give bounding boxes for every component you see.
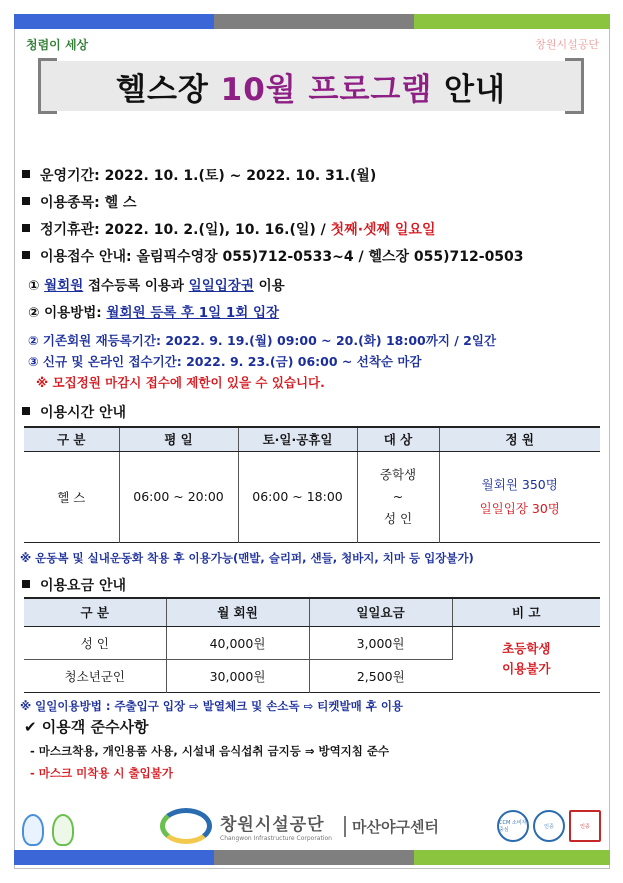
fees-table: [24, 597, 600, 693]
page-title: 헬스장 10월 프로그램 안내: [116, 71, 506, 108]
footer-org-english: Changwon Infrastructure Corporation: [220, 835, 332, 842]
mascot-left-icon: [22, 814, 44, 846]
fees-remark: 초등학생 이용불가: [502, 641, 551, 676]
hours-table: [24, 426, 600, 543]
rules-title: ✔ 이용객 준수사항: [24, 718, 149, 736]
note-4: ③ 신규 및 온라인 접수기간: 2022. 9. 23.(금) 06:00 ~ 선착순 마감: [28, 354, 422, 369]
info-period: 운영기간: 2022. 10. 1.(토) ~ 2022. 10. 31.(월): [22, 165, 376, 185]
rule-2: - 마스크 미착용 시 출입불가: [30, 766, 173, 780]
certification-badge-icon: 인증: [533, 810, 565, 842]
info-contact: 이용접수 안내: 올림픽수영장 055)712-0533~4 / 헬스장 055)712-0503: [22, 246, 524, 266]
bullet-square-icon: [22, 580, 30, 588]
hours-col-weekday: 평 일: [119, 427, 238, 451]
fees-col-remark: 비 고: [452, 598, 600, 626]
note-5: ※ 모집정원 마감시 접수에 제한이 있을 수 있습니다.: [36, 375, 325, 390]
bar-green: [414, 850, 610, 865]
daily-usage-note: ※ 일일이용방법 : 주출입구 입장 ⇨ 발열체크 및 손소독 ⇨ 티켓발매 후 이용: [20, 699, 404, 713]
bar-green: [414, 14, 610, 29]
fees-col-daily: 일일요금: [309, 598, 452, 626]
bullet-square-icon: [22, 170, 30, 178]
hours-cell-name: 헬 스: [24, 451, 119, 542]
mascots: [22, 814, 74, 846]
clean-world-logo: 청렴이 세상: [26, 38, 89, 52]
corp-logo-icon: [160, 808, 212, 844]
table-row: 청소년군인 30,000원 2,500원: [24, 659, 600, 692]
note-3: ② 기존회원 재등록기간: 2022. 9. 19.(월) 09:00 ~ 20.(화) 18:00까지 / 2일간: [28, 333, 497, 348]
bar-blue: [14, 14, 214, 29]
hours-col-category: 구 분: [24, 427, 119, 451]
bullet-square-icon: [22, 251, 30, 259]
bottom-color-bar: [14, 850, 610, 865]
hours-footnote: ※ 운동복 및 실내운동화 착용 후 이용가능(맨발, 슬리퍼, 샌들, 청바지, 치마 등 입장불가): [20, 551, 474, 565]
table-row: 성 인 40,000원 3,000원 초등학생 이용불가: [24, 626, 600, 659]
hours-col-target: 대 상: [357, 427, 439, 451]
info-closed: 정기휴관: 2022. 10. 2.(일), 10. 16.(일) / 첫째·셋째 일요일: [22, 219, 436, 239]
hours-heading: 이용시간 안내: [22, 402, 126, 422]
hours-cell-capacity: 월회원 350명 일일입장 30명: [479, 476, 560, 516]
fees-col-category: 구 분: [24, 598, 166, 626]
rule-1: - 마스크착용, 개인용품 사용, 시설내 음식섭취 금지등 ⇒ 방역지침 준수: [30, 744, 390, 758]
flag-badge-icon: 인증: [569, 810, 601, 842]
bar-gray: [214, 14, 414, 29]
hours-cell-weekday: 06:00 ~ 20:00: [119, 451, 238, 542]
certification-badges: [497, 810, 601, 842]
hours-cell-target: 중학생 ~ 성 인: [357, 451, 439, 542]
note-1: ① 월회원 접수등록 이용과 일일입장권 이용: [28, 278, 285, 294]
footer-org-name: 창원시설공단: [220, 815, 325, 835]
title-highlight: 10월 프로그램: [220, 71, 433, 108]
bullet-square-icon: [22, 407, 30, 415]
info-item: 이용종목: 헬 스: [22, 192, 137, 212]
bullet-square-icon: [22, 224, 30, 232]
hours-col-capacity: 정 원: [439, 427, 600, 451]
title-banner: [38, 58, 584, 114]
mascot-right-icon: [52, 814, 74, 846]
bullet-square-icon: [22, 197, 30, 205]
hours-cell-weekend: 06:00 ~ 18:00: [238, 451, 357, 542]
bar-blue: [14, 850, 214, 865]
footer-organization: [160, 808, 439, 844]
hours-col-weekend: 토·일·공휴일: [238, 427, 357, 451]
ccm-badge-icon: CCM 소비자중심: [497, 810, 529, 842]
table-row: [24, 451, 600, 542]
bar-gray: [214, 850, 414, 865]
fees-col-monthly: 월 회원: [166, 598, 309, 626]
footer-center-name: 마산야구센터: [344, 816, 439, 837]
top-color-bar: [14, 14, 610, 29]
fees-heading: 이용요금 안내: [22, 575, 126, 595]
corp-watermark-logo: 창원시설공단: [535, 38, 599, 51]
note-2: ② 이용방법: 월회원 등록 후 1일 1회 입장: [28, 305, 280, 321]
